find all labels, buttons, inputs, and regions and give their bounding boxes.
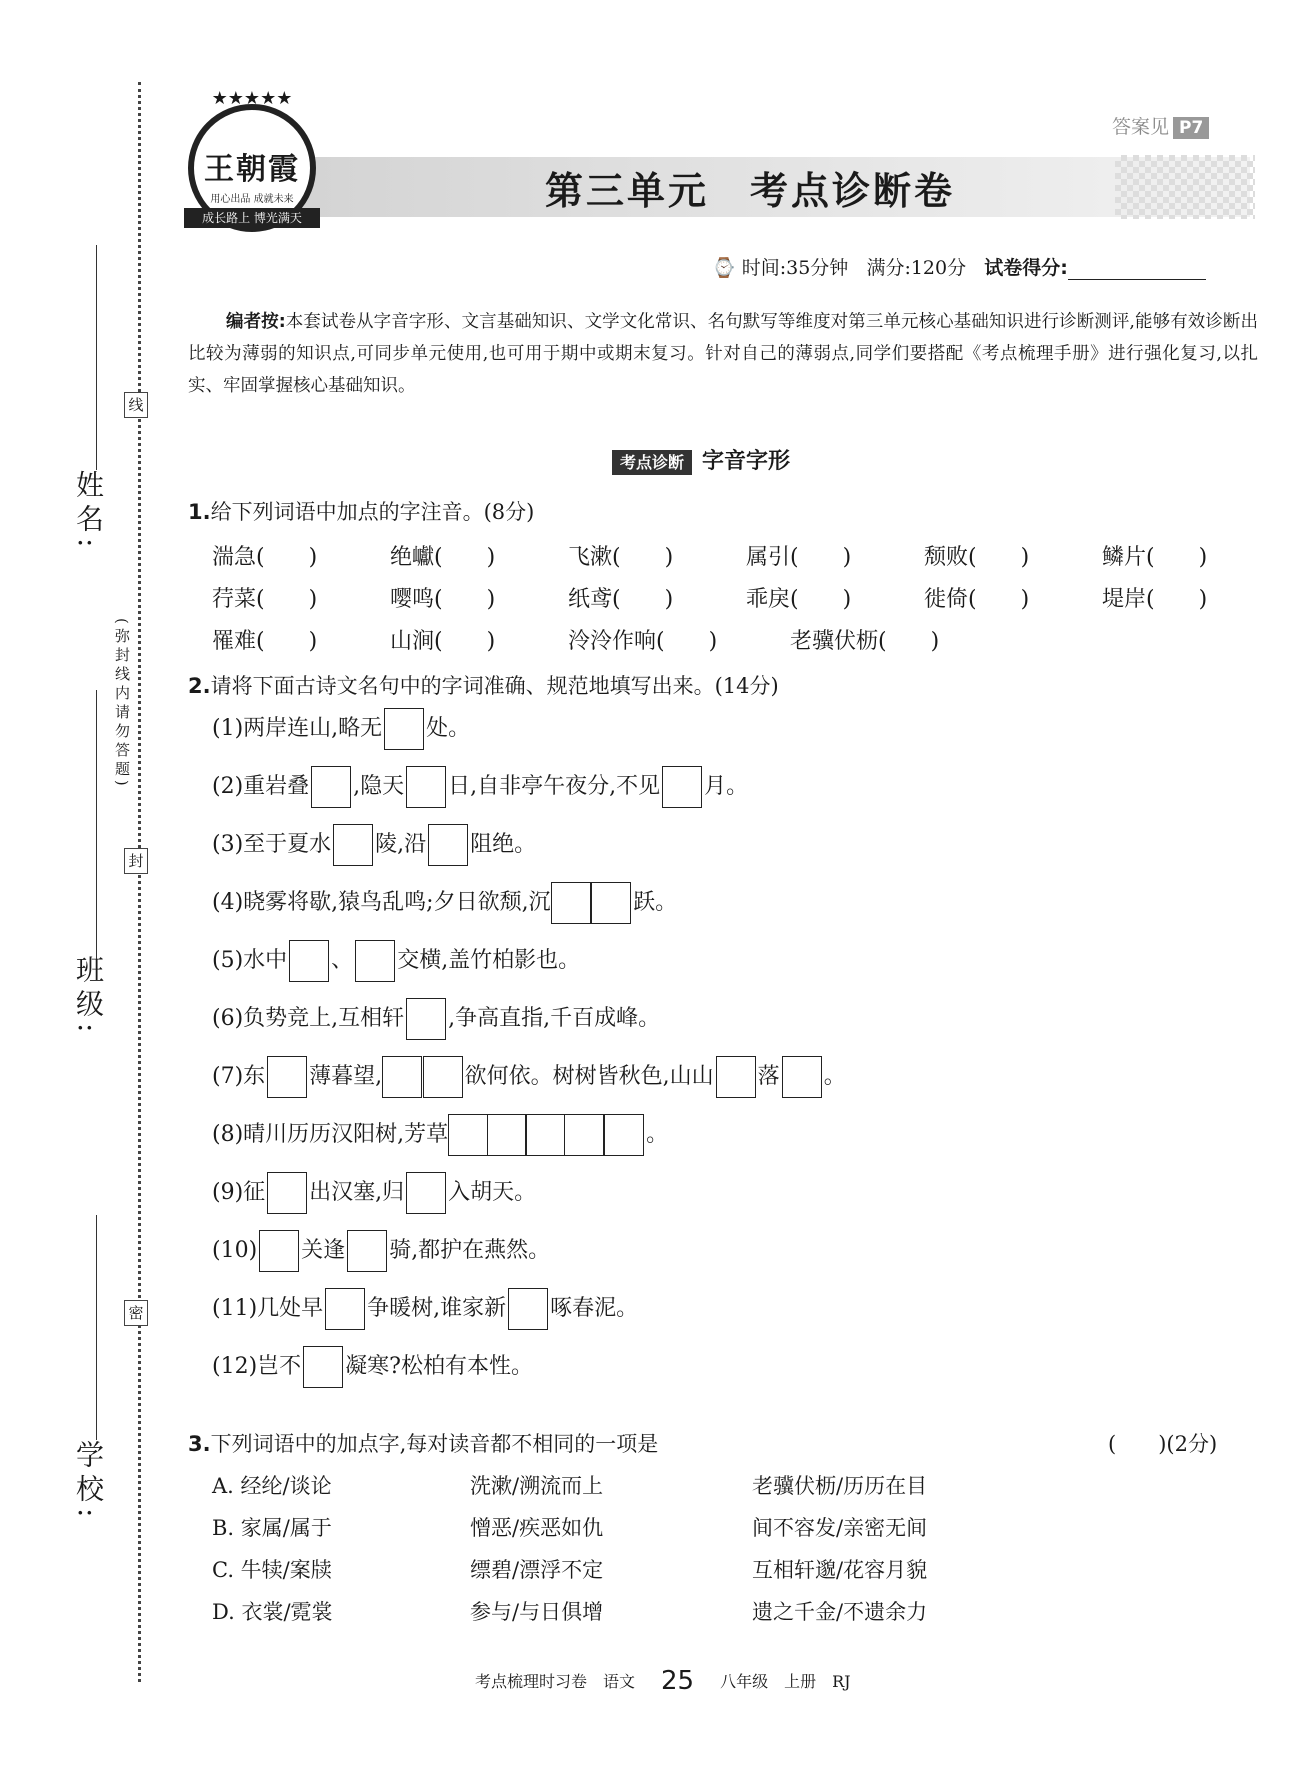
logo-motto: 用心出品 成就未来 <box>210 194 294 205</box>
answer-box[interactable] <box>267 1056 307 1098</box>
binding-note: (弥封线内请勿答题) <box>113 618 131 790</box>
footer-left: 考点梳理时习卷 语文 <box>475 1672 636 1691</box>
q1-word-item[interactable]: 荇菜( ) <box>212 587 318 612</box>
score-blank[interactable] <box>1068 261 1206 280</box>
q2-line <box>212 1346 533 1388</box>
section-tag: 考点诊断 <box>612 450 692 475</box>
editor-note <box>188 306 1258 402</box>
answer-box[interactable] <box>525 1114 565 1156</box>
q2-line-text: 争暖树,谁家新 <box>367 1296 507 1321</box>
q2-line-text: 落 <box>757 1064 780 1089</box>
q2-line-text: (5)水中 <box>212 948 288 973</box>
q3-option-cell: 间不容发/亲密无间 <box>752 1516 928 1540</box>
q2-line <box>212 1230 550 1272</box>
q2-line <box>212 940 580 982</box>
q2-line-text: 跃。 <box>633 890 678 915</box>
q2-line <box>212 766 748 808</box>
q2-line-text: (3)至于夏水 <box>212 832 332 857</box>
name-label: 姓名: <box>72 470 105 554</box>
q1-word-item[interactable]: 泠泠作响( ) <box>568 629 718 654</box>
q2-line <box>212 708 470 750</box>
time-limit: 时间:35分钟 <box>741 257 849 279</box>
page-title: 第三单元 考点诊断卷 <box>544 169 955 213</box>
q2-line-text: (6)负势竞上,互相轩 <box>212 1006 405 1031</box>
answer-box[interactable] <box>662 766 702 808</box>
q3-stem <box>188 1428 658 1458</box>
q3-option-cell: 憎恶/疾恶如仇 <box>470 1516 604 1540</box>
q2-line-text: ,隐天 <box>353 774 405 799</box>
q2-line <box>212 1114 668 1156</box>
answer-box[interactable] <box>564 1114 604 1156</box>
answer-reference <box>1112 112 1209 139</box>
q1-stem <box>188 496 534 526</box>
q1-word-item[interactable]: 徙倚( ) <box>924 587 1030 612</box>
answer-box[interactable] <box>384 708 424 750</box>
q2-line-text: 入胡天。 <box>448 1180 537 1205</box>
answer-box[interactable] <box>428 824 468 866</box>
q2-line-text: (1)两岸连山,略无 <box>212 716 383 741</box>
q2-line-text: (12)岂不 <box>212 1354 302 1379</box>
q1-word-item[interactable]: 山涧( ) <box>390 629 496 654</box>
answer-box[interactable] <box>355 940 395 982</box>
q1-word-item[interactable]: 颓败( ) <box>924 545 1030 570</box>
q1-word-item[interactable]: 纸鸢( ) <box>568 587 674 612</box>
class-label: 班级: <box>72 955 105 1039</box>
binding-dotted-line <box>138 82 141 1682</box>
q2-line-text: 处。 <box>426 716 471 741</box>
q3-option-cell: 互相轩邈/花容月貌 <box>752 1558 928 1582</box>
logo-banner: 成长路上 博光满天 <box>184 208 320 228</box>
answer-box[interactable] <box>259 1230 299 1272</box>
q2-line-text: 阻绝。 <box>470 832 537 857</box>
q2-line-text: 、 <box>331 948 354 973</box>
q1-word-item[interactable]: 老骥伏枥( ) <box>790 629 940 654</box>
q2-line-text: 陵,沿 <box>375 832 427 857</box>
page-number: 25 <box>661 1666 695 1696</box>
clock-icon: ⌚ <box>712 257 736 279</box>
line-marker: 线 <box>124 392 148 418</box>
answer-ref-label: 答案见 <box>1112 116 1170 138</box>
editor-note-label: 编者按: <box>226 312 286 332</box>
q2-line-text: 交横,盖竹柏影也。 <box>397 948 581 973</box>
q2-line-text: (4)晓雾将歇,猿鸟乱鸣;夕日欲颓,沉 <box>212 890 551 915</box>
logo-name: 王朝霞 <box>204 152 300 187</box>
school-underline <box>96 1215 97 1440</box>
q3-number: 3. <box>188 1432 211 1456</box>
answer-box[interactable] <box>604 1114 644 1156</box>
q2-line-text: ,争高直指,千百成峰。 <box>448 1006 661 1031</box>
answer-box[interactable] <box>406 998 446 1040</box>
q1-word-item[interactable]: 嘤鸣( ) <box>390 587 496 612</box>
q2-number: 2. <box>188 674 211 698</box>
q2-line-text: 日,自非亭午夜分,不见 <box>448 774 661 799</box>
q2-line-text: 薄暮望, <box>309 1064 383 1089</box>
exam-meta <box>712 253 1206 280</box>
answer-box[interactable] <box>406 1172 446 1214</box>
q2-line <box>212 1288 638 1330</box>
q2-line-text: 啄春泥。 <box>550 1296 639 1321</box>
score-label: 试卷得分: <box>984 257 1068 279</box>
answer-box[interactable] <box>551 882 591 924</box>
answer-box[interactable] <box>325 1288 365 1330</box>
q3-option-cell: 参与/与日俱增 <box>470 1600 604 1624</box>
q3-option-cell[interactable]: B. 家属/属于 <box>212 1516 332 1540</box>
q2-line-text: 。 <box>823 1064 846 1089</box>
q2-line-text: 。 <box>646 1122 669 1147</box>
q2-line <box>212 882 677 924</box>
q2-line-text: 欲何依。树树皆秋色,山山 <box>464 1064 714 1089</box>
q2-line <box>212 1056 846 1098</box>
q2-line <box>212 824 536 866</box>
q2-line-text: (2)重岩叠 <box>212 774 310 799</box>
school-label: 学校: <box>72 1440 105 1524</box>
q3-option-cell[interactable]: C. 牛犊/案牍 <box>212 1558 332 1582</box>
q2-line <box>212 998 660 1040</box>
q2-line-text: (7)东 <box>212 1064 266 1089</box>
answer-box[interactable] <box>448 1114 488 1156</box>
q3-option-cell: 洗漱/溯流而上 <box>470 1474 604 1498</box>
q2-stem <box>188 670 779 700</box>
editor-note-text: 本套试卷从字音字形、文言基础知识、文学文化常识、名句默写等维度对第三单元核心基础知识进行诊断测评,能够有效诊断出比较为薄弱的知识点,可同步单元使用,也可用于期中或期末复习。针对自己的薄弱点,同学们要搭配《考点梳理手册》进行强化复习,以扎实、牢固掌握核心基础知识。 <box>188 312 1259 396</box>
q3-option-cell: 遗之千金/不遗余力 <box>752 1600 928 1624</box>
answer-box[interactable] <box>267 1172 307 1214</box>
q2-line-text: (9)征 <box>212 1180 266 1205</box>
answer-box[interactable] <box>423 1056 463 1098</box>
answer-box[interactable] <box>311 766 351 808</box>
section-heading <box>612 444 790 475</box>
q2-line-text: 月。 <box>704 774 749 799</box>
answer-box[interactable] <box>591 882 631 924</box>
page-footer <box>475 1664 851 1694</box>
q1-number: 1. <box>188 500 211 524</box>
q2-line-text: 关逢 <box>301 1238 346 1263</box>
q1-word-item[interactable]: 属引( ) <box>746 545 852 570</box>
q2-line-text: (11)几处早 <box>212 1296 324 1321</box>
q1-word-item[interactable]: 罹难( ) <box>212 629 318 654</box>
q2-line-text: 骑,都护在燕然。 <box>389 1238 551 1263</box>
full-score: 满分:120分 <box>866 257 967 279</box>
q3-option-cell: 缥碧/漂浮不定 <box>470 1558 604 1582</box>
q3-answer-slot[interactable]: ( )(2分) <box>1108 1432 1218 1456</box>
q1-word-item[interactable]: 飞漱( ) <box>568 545 674 570</box>
q1-word-item[interactable]: 湍急( ) <box>212 545 318 570</box>
tight-marker: 密 <box>124 1300 148 1326</box>
q2-line <box>212 1172 536 1214</box>
answer-box[interactable] <box>303 1346 343 1388</box>
class-underline <box>96 690 97 960</box>
answer-box[interactable] <box>716 1056 756 1098</box>
answer-box[interactable] <box>333 824 373 866</box>
section-title: 字音字形 <box>702 449 791 474</box>
q2-line-text: (8)晴川历历汉阳树,芳草 <box>212 1122 449 1147</box>
q1-word-item[interactable]: 堤岸( ) <box>1102 587 1208 612</box>
q3-option-cell[interactable]: D. 衣裳/霓裳 <box>212 1600 333 1624</box>
footer-right: 八年级 上册 RJ <box>720 1672 851 1691</box>
q3-text: 下列词语中的加点字,每对读音都不相同的一项是 <box>210 1432 659 1456</box>
seal-marker: 封 <box>124 848 148 874</box>
answer-box[interactable] <box>347 1230 387 1272</box>
answer-box[interactable] <box>487 1114 527 1156</box>
q2-line-text: 出汉塞,归 <box>309 1180 405 1205</box>
q1-word-item[interactable]: 乖戾( ) <box>746 587 852 612</box>
q1-text: 给下列词语中加点的字注音。(8分) <box>210 500 535 524</box>
answer-page-tag: P7 <box>1173 117 1209 139</box>
name-underline <box>96 245 97 470</box>
answer-box[interactable] <box>508 1288 548 1330</box>
answer-box[interactable] <box>382 1056 422 1098</box>
q1-word-item[interactable]: 鳞片( ) <box>1102 545 1208 570</box>
q2-text: 请将下面古诗文名句中的字词准确、规范地填写出来。(14分) <box>210 674 779 698</box>
answer-box[interactable] <box>289 940 329 982</box>
stars-icon: ★★★★★ <box>211 88 293 109</box>
q2-line-text: 凝寒?松柏有本性。 <box>345 1354 533 1379</box>
q3-option-cell: 老骥伏枥/历历在目 <box>752 1474 928 1498</box>
q2-line-text: (10) <box>212 1238 258 1263</box>
q3-option-cell[interactable]: A. 经纶/谈论 <box>212 1474 332 1498</box>
answer-box[interactable] <box>406 766 446 808</box>
answer-box[interactable] <box>782 1056 822 1098</box>
q1-word-item[interactable]: 绝巘( ) <box>390 545 496 570</box>
